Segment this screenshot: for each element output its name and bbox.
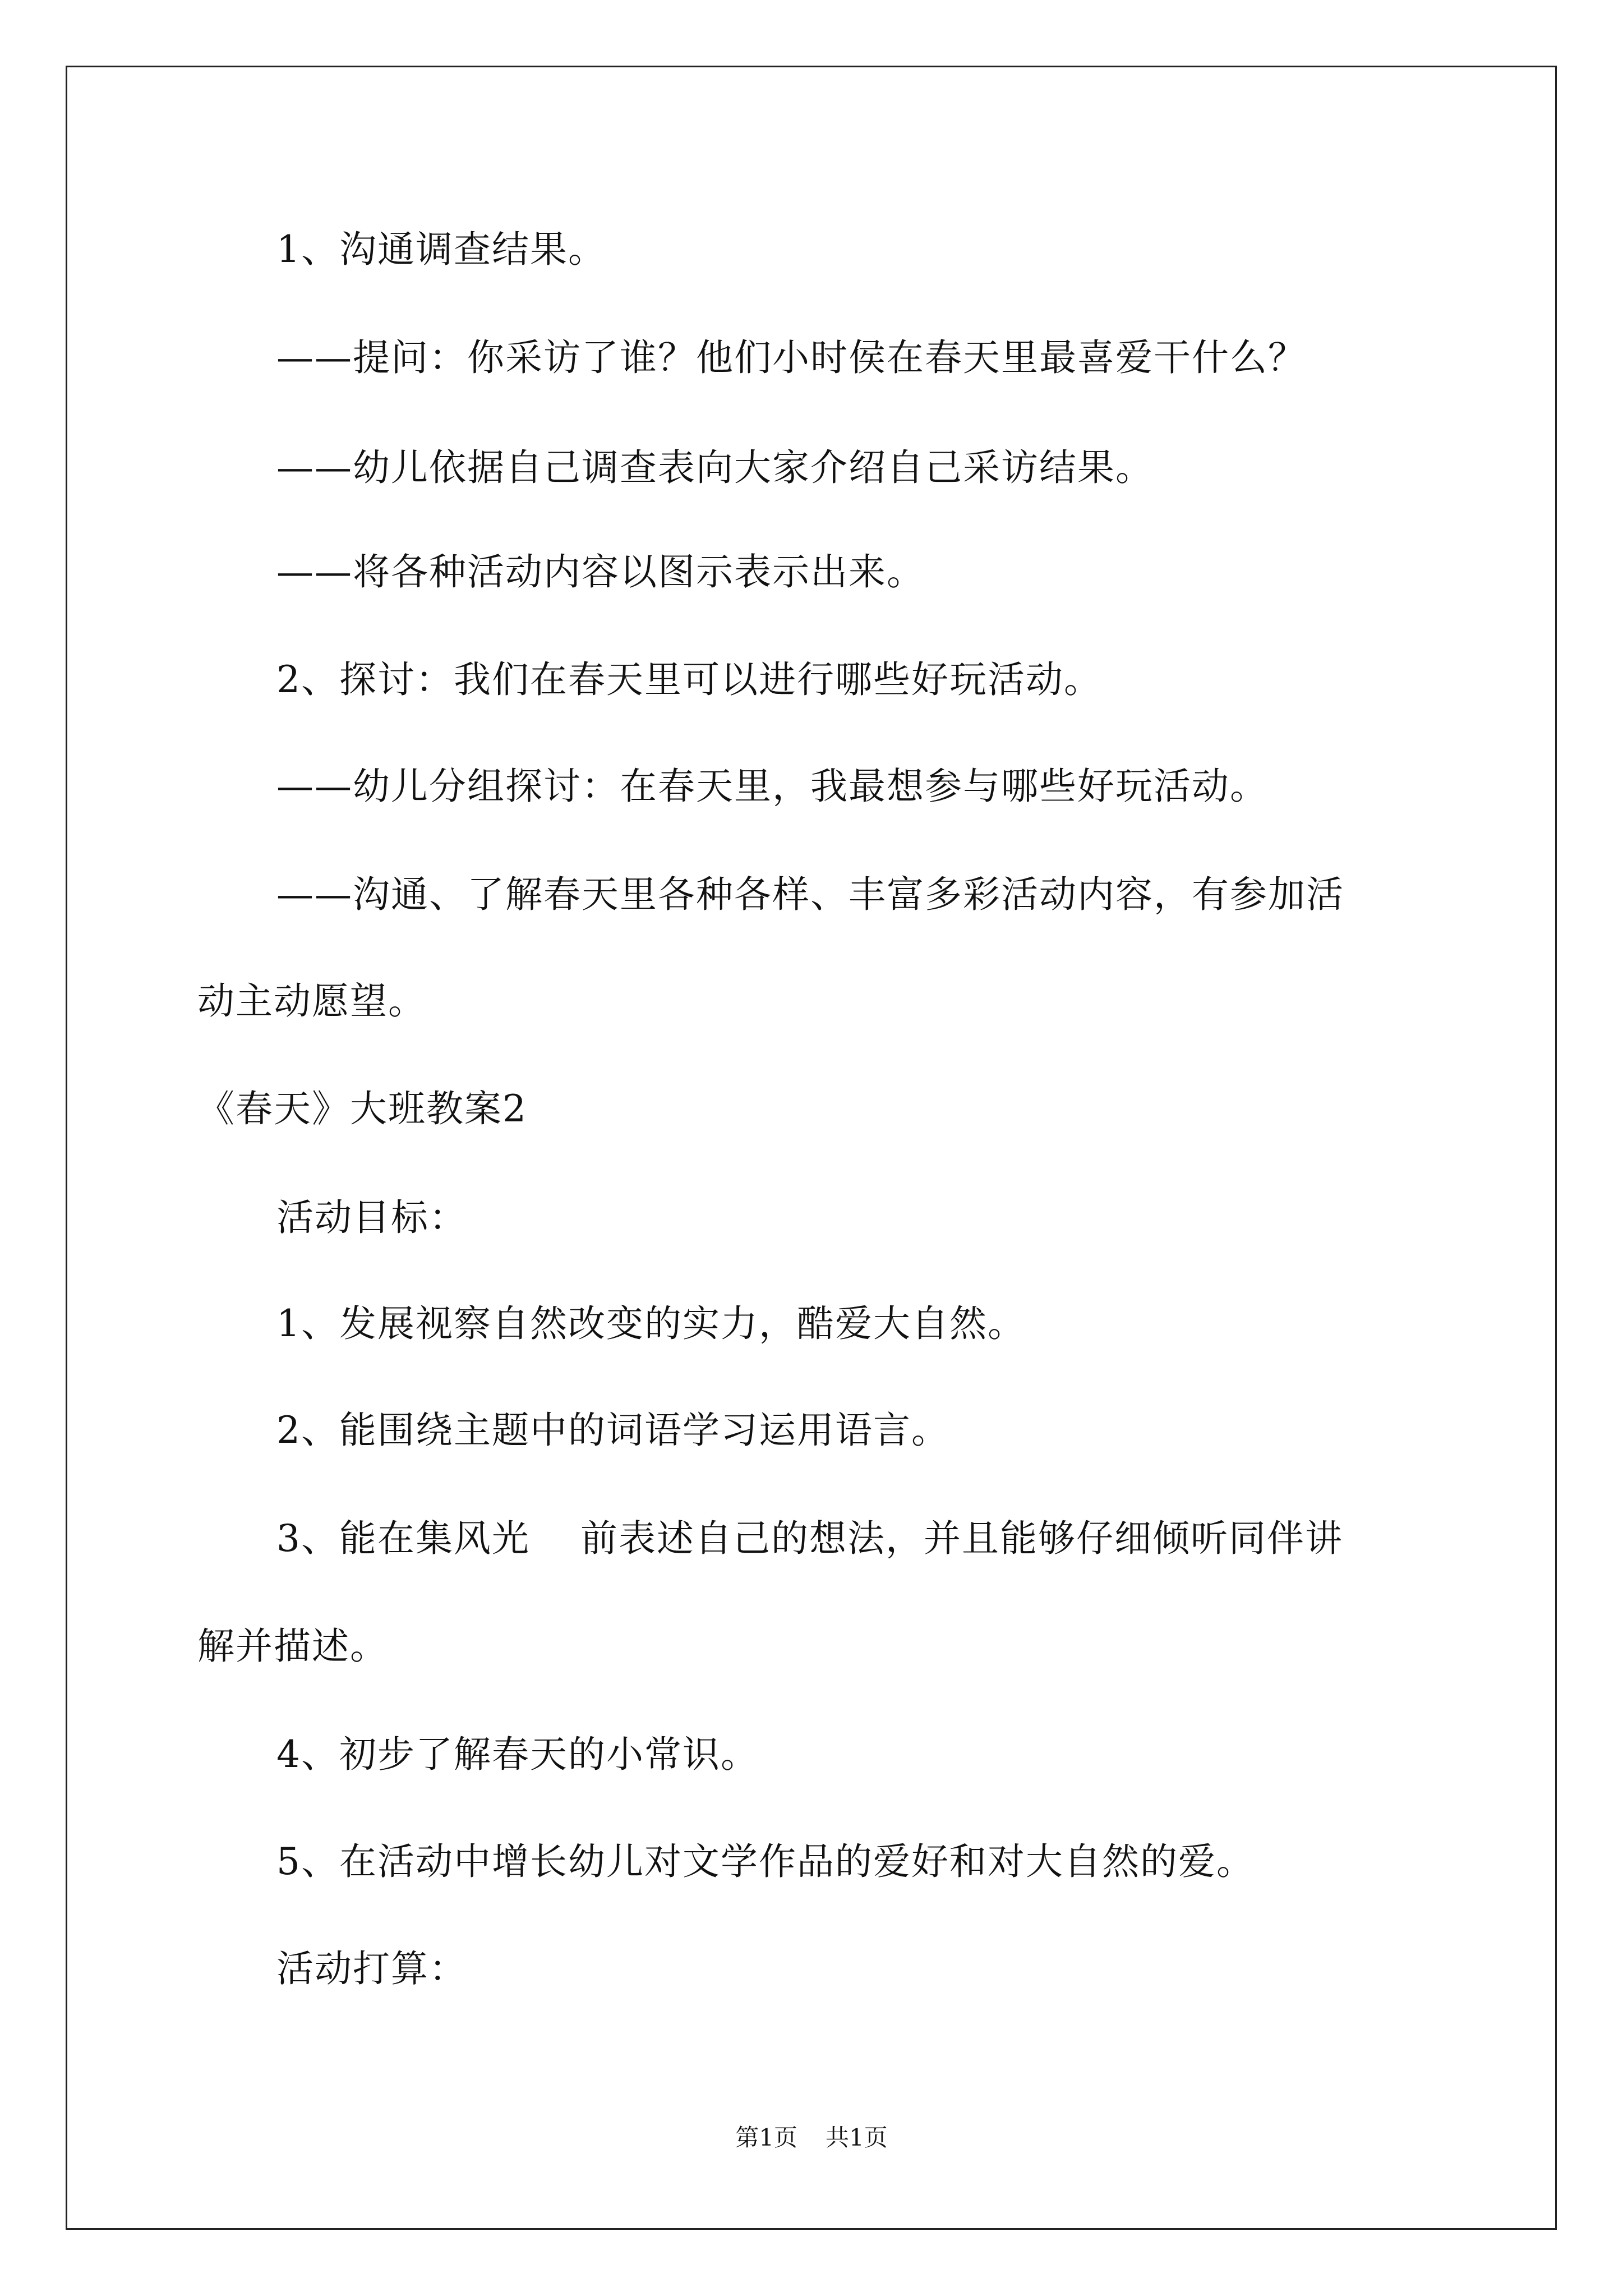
paragraph-line: ——幼儿分组探讨：在春天里，我最想参与哪些好玩活动。 (276, 765, 1268, 808)
paragraph-line: 解并描述。 (197, 1625, 388, 1668)
paragraph-line: 1、发展视察自然改变的实力，酷爱大自然。 (276, 1302, 1026, 1345)
paragraph-line: 动主动愿望。 (197, 979, 426, 1023)
paragraph-line: 4、初步了解春天的小常识。 (276, 1733, 759, 1776)
page-footer (0, 2124, 1623, 2152)
paragraph-line: ——将各种活动内容以图示表示出来。 (276, 550, 925, 593)
line-segment: 前表述自己的想法，并且能够仔细倾听同伴讲 (580, 1517, 1343, 1560)
paragraph-line: 2、探讨：我们在春天里可以进行哪些好玩活动。 (276, 658, 1102, 701)
paragraph-line: 活动目标： (276, 1196, 467, 1239)
page-number-total: 共1页 (826, 2124, 888, 2151)
paragraph-line: ——提问：你采访了谁？他们小时侯在春天里最喜爱干什么？ (276, 336, 1306, 379)
section-heading: 《春天》大班教案2 (197, 1087, 527, 1130)
paragraph-line: 1、沟通调查结果。 (276, 228, 606, 271)
line-segment: 3、能在集风光 (276, 1517, 530, 1560)
paragraph-line: 活动打算： (276, 1947, 467, 1990)
paragraph-line: 5、在活动中增长幼儿对文学作品的爱好和对大自然的爱。 (276, 1840, 1255, 1883)
page-border (66, 66, 1557, 2230)
page-number-current: 第1页 (735, 2124, 797, 2151)
paragraph-line: 2、能围绕主题中的词语学习运用语言。 (276, 1409, 949, 1452)
paragraph-line (276, 1516, 1343, 1561)
paragraph-line: ——沟通、了解春天里各种各样、丰富多彩活动内容，有参加活 (276, 873, 1344, 916)
paragraph-line: ——幼儿依据自己调查表向大家介绍自己采访结果。 (276, 446, 1154, 489)
